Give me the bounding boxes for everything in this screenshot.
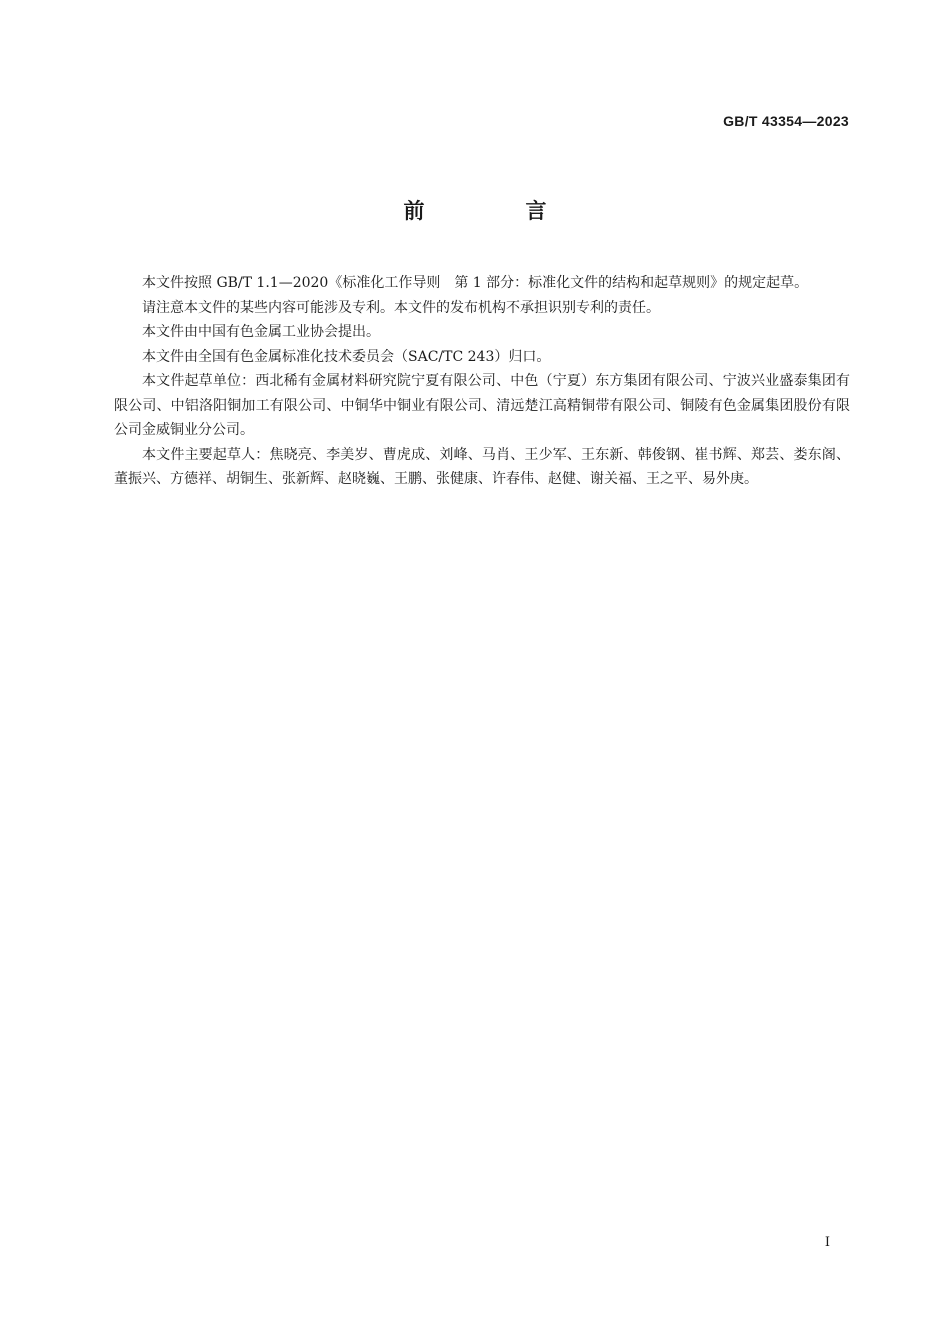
section-title: 前 言 <box>403 199 587 223</box>
paragraph-patent-notice: 请注意本文件的某些内容可能涉及专利。本文件的发布机构不承担识别专利的责任。 <box>142 299 660 316</box>
paragraph-main-drafters: 本文件主要起草人：焦晓亮、李美岁、曹虎成、刘峰、马肖、王少军、王东新、韩俊钢、崔书辉、郑芸、娄东阁、董振兴、方德祥、胡铜生、张新辉、赵晓巍、王鹏、张健康、许春伟、赵健、谢关福、王之平、易外庚。 <box>114 446 850 487</box>
paragraph-drafting-organizations: 本文件起草单位：西北稀有金属材料研究院宁夏有限公司、中色（宁夏）东方集团有限公司、宁波兴业盛泰集团有限公司、中铝洛阳铜加工有限公司、中铜华中铜业有限公司、清远楚江高精铜带有限公司、铜陵有色金属集团股份有限公司金威铜业分公司。 <box>114 373 850 438</box>
paragraph-drafting-rules: 本文件按照 GB/T 1.1—2020《标准化工作导则 第 1 部分：标准化文件的结构和起草规则》的规定起草。 <box>142 275 809 291</box>
preface-body <box>114 271 850 492</box>
standard-code: GB/T 43354—2023 <box>723 113 849 129</box>
page-number: I <box>824 1235 830 1250</box>
paragraph-technical-committee: 本文件由全国有色金属标准化技术委员会（SAC/TC 243）归口。 <box>142 348 551 365</box>
paragraph-proposed-by: 本文件由中国有色金属工业协会提出。 <box>142 324 380 340</box>
